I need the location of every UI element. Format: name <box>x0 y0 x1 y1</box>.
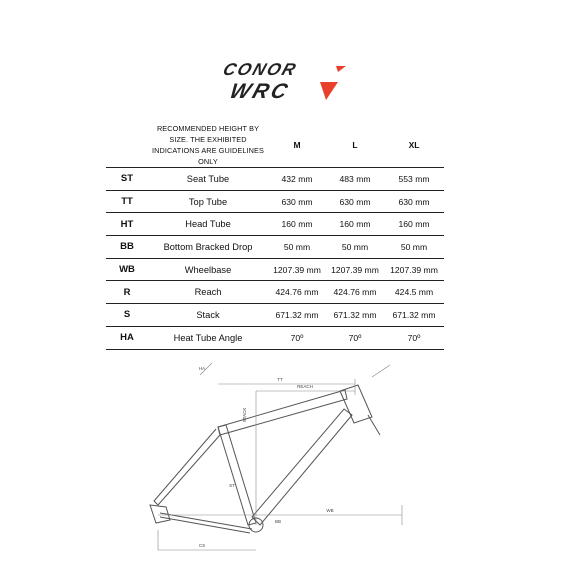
stack-label: STACK <box>242 407 247 423</box>
logo-accent-mark <box>336 66 346 72</box>
cs-label: CS <box>198 543 206 548</box>
row-code: HT <box>120 218 134 230</box>
row-name: Top Tube <box>188 196 228 207</box>
table-row <box>106 236 444 259</box>
value-m: 1207.39 mm <box>273 264 321 275</box>
size-l-header: L <box>352 140 358 150</box>
value-xl: 630 mm <box>398 196 430 207</box>
seat-tube <box>218 425 256 525</box>
value-l: 671.32 mm <box>333 309 377 320</box>
down-tube <box>252 409 352 525</box>
value-m: 424.76 mm <box>275 287 319 298</box>
value-l: 483 mm <box>339 173 371 184</box>
value-m: 50 mm <box>283 241 311 252</box>
value-l: 630 mm <box>339 196 371 207</box>
table-row <box>106 281 444 304</box>
value-xl: 553 mm <box>398 173 430 184</box>
frame-geometry-diagram <box>140 355 440 555</box>
value-m: 160 mm <box>281 219 313 230</box>
chain-stay <box>160 513 252 529</box>
value-m: 432 mm <box>281 173 313 184</box>
row-code: TT <box>121 196 133 208</box>
size-xl-header: XL <box>408 140 420 150</box>
st-label: ST <box>229 483 235 488</box>
row-code: BB <box>120 241 134 253</box>
value-xl: 671.32 mm <box>392 309 436 320</box>
row-name: Reach <box>194 287 222 298</box>
size-recommendation-note: RECOMMENDED HEIGHT BY SIZE. THE EXHIBITED INDICATIONS ARE GUIDELINES ONLY <box>152 124 264 166</box>
fork-stub <box>368 415 380 435</box>
value-xl: 70º <box>407 332 421 343</box>
value-l: 424.76 mm <box>333 287 377 298</box>
bb-label: BB <box>274 519 282 524</box>
conor-wrc-logo <box>220 56 350 104</box>
row-code: HA <box>120 332 134 344</box>
value-m: 70º <box>290 332 304 343</box>
logo-line1: CONOR <box>220 59 301 79</box>
table-row <box>106 258 444 281</box>
row-name: Stack <box>196 309 220 320</box>
row-code: S <box>123 309 131 321</box>
row-code: R <box>123 286 131 298</box>
value-l: 1207.39 mm <box>331 264 379 275</box>
table-row <box>106 213 444 236</box>
seat-stay <box>154 429 220 505</box>
logo-accent-triangle <box>320 82 338 100</box>
table-row <box>106 168 444 191</box>
value-m: 630 mm <box>281 196 313 207</box>
reach-label: REACH <box>297 384 313 389</box>
row-name: Bottom Bracked Drop <box>163 241 253 252</box>
value-xl: 160 mm <box>398 219 430 230</box>
row-name: Head Tube <box>185 219 231 230</box>
tt-label: TT <box>277 377 283 382</box>
value-xl: 424.5 mm <box>394 287 434 298</box>
row-code: ST <box>120 173 134 185</box>
ha-label: HA <box>198 366 206 371</box>
row-name: Wheelbase <box>184 264 232 275</box>
geometry-table <box>106 123 444 350</box>
value-l: 160 mm <box>339 219 371 230</box>
wb-label: WB <box>326 508 334 513</box>
row-name: Heat Tube Angle <box>173 332 243 343</box>
value-xl: 50 mm <box>400 241 428 252</box>
row-name: Seat Tube <box>186 173 230 184</box>
table-row <box>106 190 444 213</box>
value-m: 671.32 mm <box>275 309 319 320</box>
table-row <box>106 326 444 349</box>
header-code-cell <box>106 123 148 168</box>
size-m-header: M <box>293 140 301 150</box>
row-code: WB <box>119 264 135 276</box>
table-row <box>106 304 444 327</box>
value-xl: 1207.39 mm <box>390 264 438 275</box>
logo-line2: WRC <box>226 79 294 103</box>
value-l: 70º <box>348 332 362 343</box>
ha-arc <box>372 365 390 377</box>
value-l: 50 mm <box>341 241 369 252</box>
table-header-row <box>106 123 444 168</box>
